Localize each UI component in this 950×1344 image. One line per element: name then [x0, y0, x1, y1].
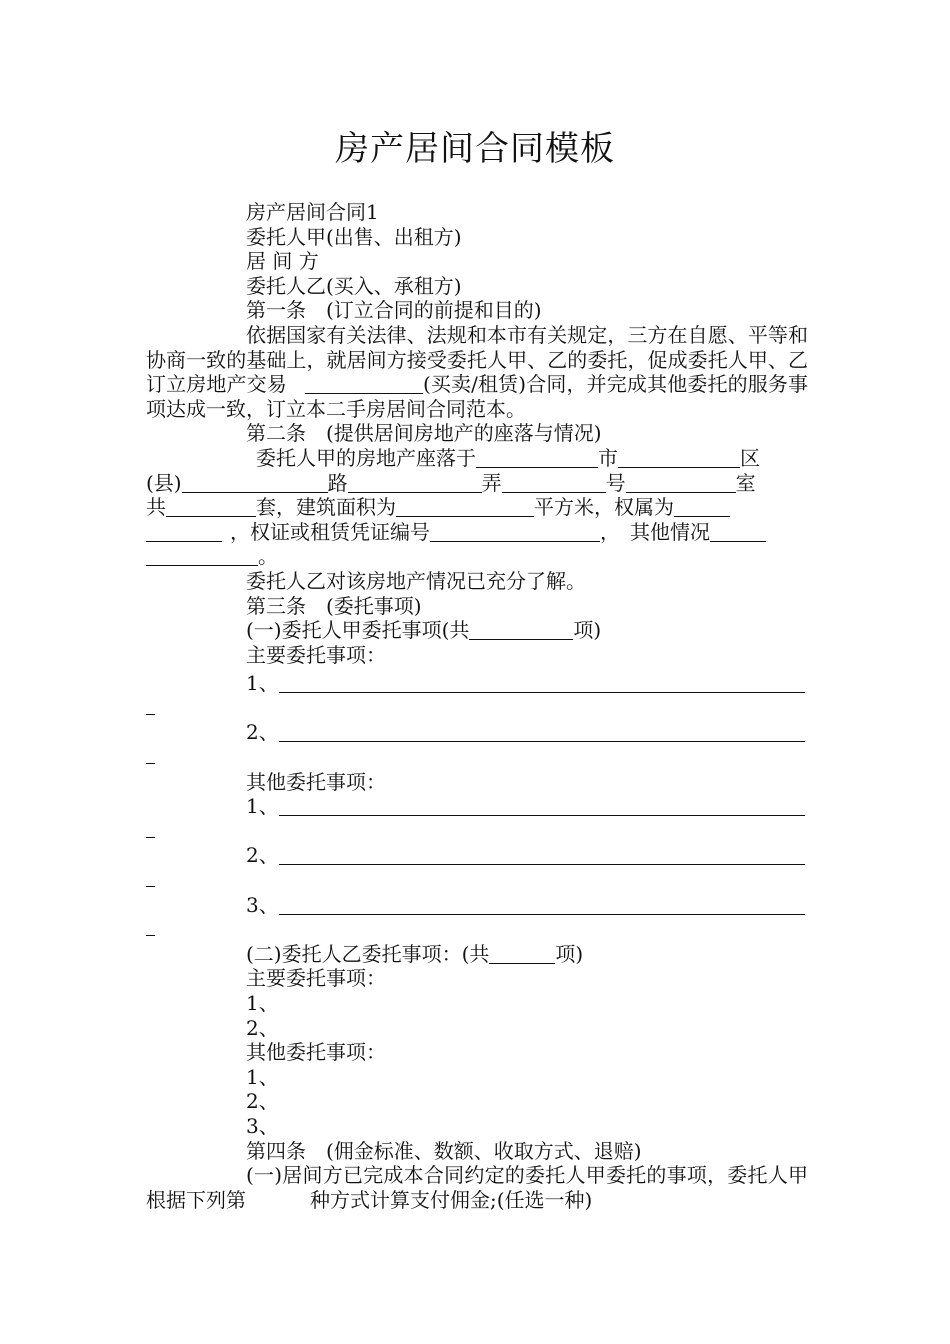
item-number: 2、 — [246, 720, 279, 745]
b-main-item-2: 2、 — [246, 1015, 279, 1040]
number-label: 号 — [605, 470, 626, 495]
other-info-blank — [710, 521, 766, 542]
item-blank — [279, 795, 805, 816]
contract-heading: 房产居间合同1 — [246, 200, 379, 224]
a-other-item-3-wrap — [146, 917, 808, 942]
article-4-paragraph — [146, 1163, 808, 1212]
item-number: 1、 — [246, 671, 279, 696]
certificate-label: ，权证或租赁凭证编号 — [230, 519, 430, 544]
county-label: (县) — [146, 470, 182, 495]
item-blank — [279, 672, 805, 693]
article-1-text-part1: 依据国家有关法律、法规和本市有关规定，三方在自愿、平等和协商一致的基础上，就居间方接受委托人甲、乙的委托，促成委托人甲、乙订立房地产交易 — [146, 322, 808, 397]
address-line-5 — [146, 544, 808, 569]
article-1-title: 第一条 (订立合同的前提和目的) — [246, 298, 542, 323]
party-b-count-blank — [489, 943, 555, 964]
items-close: 项) — [573, 618, 602, 643]
document-title: 房产居间合同模板 — [335, 129, 615, 169]
a-other-items-label: 其他委托事项： — [246, 769, 386, 794]
a-main-item-2-wrap — [146, 745, 808, 770]
ownership-blank-cont — [146, 521, 222, 542]
total-label: 共 — [146, 495, 166, 520]
a-other-item-1-wrap — [146, 819, 808, 844]
county-blank — [182, 472, 328, 493]
party-b-items-open: (二)委托人乙委托事项：(共 — [246, 941, 490, 966]
party-a-items-open: (一)委托人甲委托事项(共 — [246, 618, 470, 643]
a-main-item-1-wrap — [146, 696, 808, 721]
contract-body — [146, 200, 808, 1212]
line-end-period: 。 — [258, 544, 278, 569]
unit-count-blank — [166, 496, 256, 517]
b-other-items-label: 其他委托事项： — [246, 1040, 386, 1065]
b-main-items-label: 主要委托事项： — [246, 966, 386, 991]
item-number: 2、 — [246, 843, 279, 868]
article-1-text-part2: (买卖/租赁)合同，并完成其他委托的服务事项达成一致，订立本二手房居间合同范本。 — [146, 372, 809, 421]
address-line-2 — [146, 471, 808, 496]
article-4-text-part2: 种方式计算支付佣金;(任选一种) — [310, 1187, 593, 1212]
b-other-item-3: 3、 — [246, 1113, 279, 1138]
unit-area-label: 套，建筑面积为 — [256, 495, 396, 520]
b-main-item-1: 1、 — [246, 991, 279, 1015]
address-line-4 — [146, 520, 808, 545]
item-blank — [279, 844, 805, 865]
a-other-item-2-wrap — [146, 868, 808, 893]
party-a-items-count — [146, 618, 808, 643]
article-4-text-part1: (一)居间方已完成本合同约定的委托人甲委托的事项，委托人甲根据下列第 — [146, 1163, 808, 1212]
ownership-blank — [674, 496, 730, 517]
b-other-item-1: 1、 — [246, 1064, 279, 1089]
road-label: 路 — [327, 470, 348, 495]
item-blank — [279, 894, 805, 915]
a-other-item-1 — [146, 794, 808, 819]
a-main-item-1 — [146, 671, 808, 696]
a-other-item-2 — [146, 843, 808, 868]
b-other-item-2: 2、 — [246, 1089, 279, 1114]
party-b-label: 委托人乙(买入、承租方) — [246, 273, 462, 298]
article-4-title: 第四条 (佣金标准、数额、收取方式、退赔) — [246, 1138, 642, 1163]
address-line-3 — [146, 495, 808, 520]
a-main-item-2 — [146, 720, 808, 745]
items-close: 项) — [555, 941, 584, 966]
city-blank — [476, 447, 598, 468]
article-2-acknowledgement: 委托人乙对该房地产情况已充分了解。 — [246, 568, 586, 593]
party-a-count-blank — [469, 619, 573, 640]
lane-label: 弄 — [481, 470, 502, 495]
location-label: 委托人甲的房地产座落于 — [256, 445, 476, 470]
road-blank — [348, 472, 482, 493]
intermediary-label: 居 间 方 — [246, 249, 319, 274]
article-3-title: 第三条 (委托事项) — [246, 593, 422, 618]
item-number: 3、 — [246, 892, 279, 917]
area-blank — [396, 496, 534, 517]
lane-blank — [502, 472, 606, 493]
room-label: 室 — [735, 470, 756, 495]
district-label: 区 — [740, 445, 760, 470]
sqm-owner-label: 平方米，权属为 — [534, 495, 674, 520]
a-main-items-label: 主要委托事项： — [246, 642, 386, 667]
city-label: 市 — [598, 445, 618, 470]
article-1-paragraph — [146, 323, 808, 421]
other-info-blank-cont — [146, 545, 258, 566]
other-info-label: ， 其他情况 — [600, 519, 710, 544]
item-blank — [279, 721, 805, 742]
item-number: 1、 — [246, 794, 279, 819]
party-b-items-count — [146, 942, 808, 967]
article-2-title: 第二条 (提供居间房地产的座落与情况) — [246, 421, 602, 446]
certificate-blank — [430, 521, 600, 542]
transaction-type-blank — [305, 373, 423, 394]
address-line-1 — [146, 446, 808, 471]
a-other-item-3 — [146, 893, 808, 918]
district-blank — [618, 447, 740, 468]
number-blank — [626, 472, 736, 493]
party-a-label: 委托人甲(出售、出租方) — [246, 224, 462, 249]
